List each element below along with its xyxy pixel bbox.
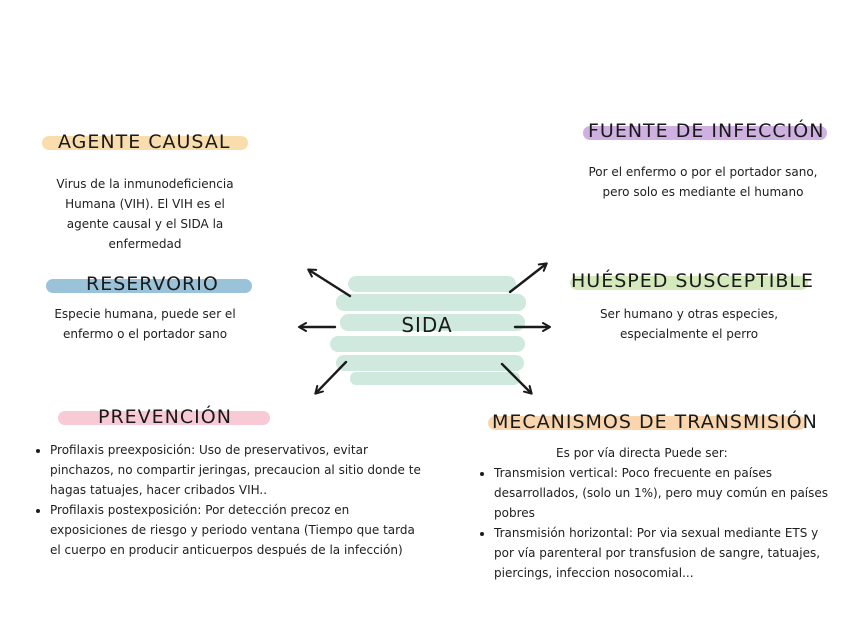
arrow-down-left [316,362,346,393]
arrow-up-left [309,270,350,296]
mecanismos-intro: Es por vía directa Puede ser: [556,446,728,460]
mecanismos-heading: MECANISMOS DE TRANSMISIÓN [492,411,818,433]
reservorio-line: enfermo o el portador sano [62,327,228,341]
agente-causal-line: Virus de la inmunodeficiencia [56,177,234,191]
mecanismos-item: • Transmisión horizontal: Por via sexual mediante ETS y por vía parenteral por transfusion de sangre, tatuajes, piercings, infeccion nosocomial... [494,523,834,583]
agente-causal-heading: AGENTE CAUSAL [58,131,231,153]
prevencion-heading: PREVENCIÓN [98,406,232,428]
prevencion-item: • Profilaxis preexposición: Uso de preservativos, evitar pinchazos, no compartir jeringas, precaucion al sitio donde te hagas tatuajes, hacer cribados VIH.. [50,440,428,500]
center-label: SIDA [401,313,453,337]
mecanismos-list [474,463,834,583]
fuente-heading: FUENTE DE INFECCIÓN [588,120,825,142]
reservorio-line: Especie humana, puede ser el [54,307,236,321]
agente-causal-line: Humana (VIH). El VIH es el [65,197,225,211]
mecanismos-item: • Transmision vertical: Poco frecuente en países desarrollados, (solo un 1%), pero muy común en países pobres [494,463,834,523]
reservorio-heading: RESERVORIO [86,273,219,295]
prevencion-list [30,440,428,560]
prevencion-item: • Profilaxis postexposición: Por detección precoz en exposiciones de riesgo y periodo ventana (Tiempo que tarda el cuerpo en producir anticuerpos después de la infección) [50,500,428,560]
fuente-line: Por el enfermo o por el portador sano, [588,165,818,179]
arrow-up-right [510,264,546,292]
fuente-line: pero solo es mediante el humano [602,185,804,199]
huesped-line: especialmente el perro [619,327,759,341]
fuente-text [568,162,838,202]
reservorio-text [30,304,260,344]
huesped-line: Ser humano y otras especies, [599,307,779,321]
agente-causal-text [40,174,250,254]
huesped-text [572,304,806,344]
agente-causal-line: enfermedad [108,237,182,251]
huesped-heading: HUÉSPED SUSCEPTIBLE [571,270,814,292]
agente-causal-line: agente causal y el SIDA la [66,217,224,231]
